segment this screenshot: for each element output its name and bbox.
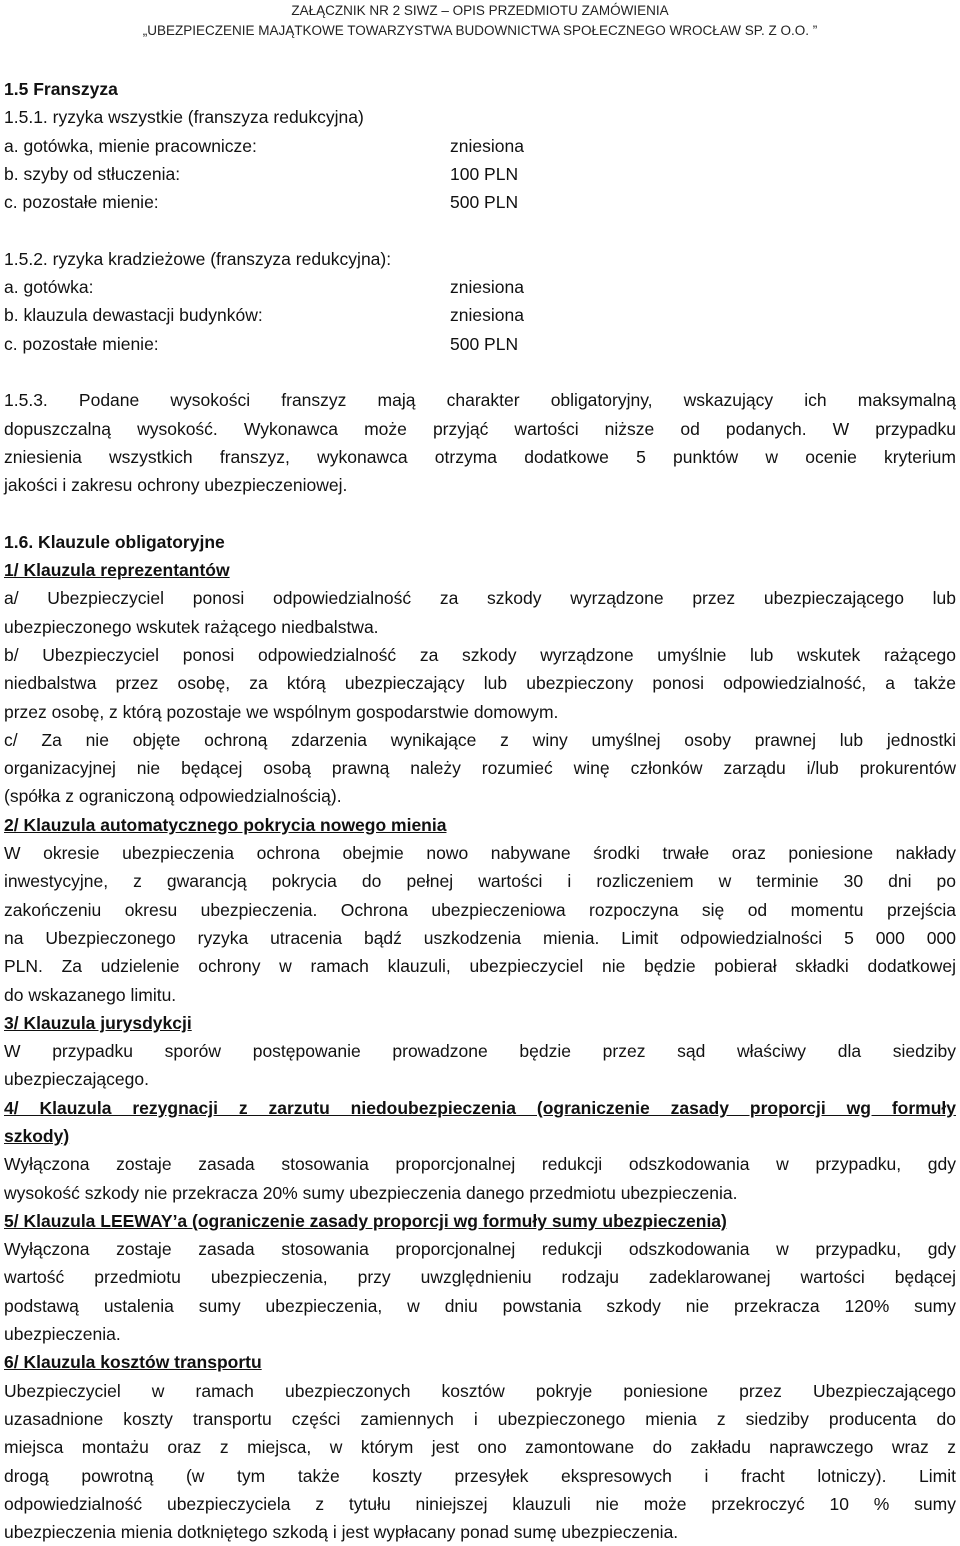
paragraph-line: W okresie ubezpieczenia ochrona obejmie nowo nabywane środki trwałe oraz poniesione nakłady — [4, 843, 956, 864]
paragraph-line: a/ Ubezpieczyciel ponosi odpowiedzialność za szkody wyrządzone przez ubezpieczającego lub — [4, 588, 956, 609]
franchise-label: b. klauzula dewastacji budynków: — [4, 305, 263, 326]
section-1-5-title: 1.5 Franszyza — [4, 79, 118, 99]
paragraph-line: 1.5.3. Podane wysokości franszyz mają charakter obligatoryjny, wskazujący ich maksymalną — [4, 390, 956, 411]
section-1-5-1-title: 1.5.1. ryzyka wszystkie (franszyza redukcyjna) — [4, 107, 364, 128]
spacer — [4, 216, 956, 244]
paragraph-line: odpowiedzialność ubezpieczyciela z tytułu niniejszej klauzuli nie może przekroczyć 10 % sumy — [4, 1493, 956, 1514]
clause-4-title: 4/ Klauzula rezygnacji z zarzutu niedoubezpieczenia (ograniczenie zasady proporcji wg formuły — [4, 1097, 956, 1118]
franchise-row — [4, 330, 956, 358]
paragraph-line: PLN. Za udzielenie ochrony w ramach klauzuli, ubezpieczyciel nie będzie pobierał składki dodatkowej — [4, 956, 956, 977]
paragraph-line: jakości i zakresu ochrony ubezpieczeniowej. — [4, 475, 348, 496]
franchise-row — [4, 273, 956, 301]
paragraph-line: zakończeniu okresu ubezpieczenia. Ochrona ubezpieczeniowa rozpoczyna się od momentu przejścia — [4, 899, 956, 920]
paragraph-line: ubezpieczającego. — [4, 1069, 149, 1090]
paragraph-line: b/ Ubezpieczyciel ponosi odpowiedzialność za szkody wyrządzone umyślnie lub wskutek rażącego — [4, 644, 956, 665]
paragraph-line: inwestycyjne, z gwarancją pokrycia do pełnej wartości i rozliczeniem w terminie 30 dni po — [4, 871, 956, 892]
spacer — [4, 358, 956, 386]
paragraph-line: (spółka z ograniczoną odpowiedzialnością). — [4, 786, 342, 807]
document-header — [0, 0, 960, 41]
franchise-label: c. pozostałe mienie: — [4, 333, 159, 354]
franchise-label: c. pozostałe mienie: — [4, 192, 159, 213]
header-line-2: „UBEZPIECZENIE MAJĄTKOWE TOWARZYSTWA BUDOWNICTWA SPOŁECZNEGO WROCŁAW SP. Z O.O. ” — [142, 23, 818, 38]
franchise-label: a. gotówka: — [4, 277, 94, 298]
paragraph-line: wartość przedmiotu ubezpieczenia, przy uwzględnieniu rodzaju zadeklarowanej wartości będącej — [4, 1267, 956, 1288]
paragraph-line: niedbalstwa przez osobę, za którą ubezpieczający lub ubezpieczony ponosi odpowiedzialność, a także — [4, 673, 956, 694]
clause-1-title: 1/ Klauzula reprezentantów — [4, 560, 230, 581]
franchise-row — [4, 301, 956, 329]
franchise-value: zniesiona — [450, 277, 524, 298]
paragraph-line: podstawą ustalenia sumy ubezpieczenia, w dniu powstania szkody nie przekracza 120% sumy — [4, 1295, 956, 1316]
clause-6-title: 6/ Klauzula kosztów transportu — [4, 1352, 262, 1373]
paragraph-line: c/ Za nie objęte ochroną zdarzenia wynikające z winy umyślnej osoby prawnej lub jednostki — [4, 729, 956, 750]
clause-5-title: 5/ Klauzula LEEWAY’a (ograniczenie zasady proporcji wg formuły sumy ubezpieczenia) — [4, 1210, 727, 1231]
franchise-label: a. gotówka, mienie pracownicze: — [4, 135, 257, 156]
paragraph-line: ubezpieczenia mienia dotkniętego szkodą i jest wypłacany ponad sumę ubezpieczenia. — [4, 1522, 679, 1543]
franchise-value: 500 PLN — [450, 192, 519, 213]
paragraph-line: na Ubezpieczonego ryzyka utracenia bądź uszkodzenia mienia. Limit odpowiedzialności 5 000 000 — [4, 927, 956, 948]
franchise-value: 100 PLN — [450, 163, 519, 184]
clause-3-title: 3/ Klauzula jurysdykcji — [4, 1012, 192, 1033]
paragraph-line: przez osobę, z którą pozostaje we wspólnym gospodarstwie domowym. — [4, 701, 559, 722]
section-1-6-title: 1.6. Klauzule obligatoryjne — [4, 531, 225, 552]
header-line-1: ZAŁĄCZNIK NR 2 SIWZ – OPIS PRZEDMIOTU ZAMÓWIENIA — [291, 3, 669, 18]
paragraph-line: organizacyjnej nie będącej osobą prawną należy rozumieć winę członków zarządu i/lub prokurentów — [4, 758, 956, 779]
paragraph-line: Wyłączona zostaje zasada stosowania proporcjonalnej redukcji odszkodowania w przypadku, gdy — [4, 1239, 956, 1260]
paragraph-line: Ubezpieczyciel w ramach ubezpieczonych kosztów pokryje poniesione przez Ubezpieczającego — [4, 1380, 956, 1401]
paragraph-line: ubezpieczonego wskutek rażącego niedbalstwa. — [4, 616, 379, 637]
clause-2-title: 2/ Klauzula automatycznego pokrycia nowego mienia — [4, 814, 447, 835]
paragraph-line: W przypadku sporów postępowanie prowadzone będzie przez sąd właściwy dla siedziby — [4, 1041, 956, 1062]
franchise-value: zniesiona — [450, 135, 524, 156]
franchise-row — [4, 160, 956, 188]
paragraph-line: wysokość szkody nie przekracza 20% sumy ubezpieczenia danego przedmiotu ubezpieczenia. — [4, 1182, 738, 1203]
paragraph-line: ubezpieczenia. — [4, 1324, 121, 1345]
franchise-value: 500 PLN — [450, 333, 519, 354]
section-1-5-2-title: 1.5.2. ryzyka kradzieżowe (franszyza redukcyjna): — [4, 248, 392, 269]
paragraph-line: uzasadnione koszty transportu części zamiennych i ubezpieczonego mienia z siedziby producenta do — [4, 1408, 956, 1429]
paragraph-line: do wskazanego limitu. — [4, 984, 177, 1005]
paragraph-line: dopuszczalną wysokość. Wykonawca może przyjąć wartości niższe od podanych. W przypadku — [4, 418, 956, 439]
paragraph-line: miejsca montażu oraz z miejsca, w którym jest ono zamontowane do zakładu naprawczego wraz z — [4, 1437, 956, 1458]
clause-4-title-continued: szkody) — [4, 1125, 70, 1146]
franchise-label: b. szyby od stłuczenia: — [4, 163, 181, 184]
paragraph-line: drogą powrotną (w tym także koszty przesyłek ekspresowych i fracht lotniczy). Limit — [4, 1465, 956, 1486]
franchise-value: zniesiona — [450, 305, 524, 326]
paragraph-line: zniesienia wszystkich franszyz, wykonawca otrzyma dodatkowe 5 punktów w ocenie kryterium — [4, 446, 956, 467]
document-body — [4, 75, 956, 1546]
paragraph-line: Wyłączona zostaje zasada stosowania proporcjonalnej redukcji odszkodowania w przypadku, gdy — [4, 1154, 956, 1175]
franchise-row — [4, 132, 956, 160]
spacer — [4, 499, 956, 527]
franchise-row — [4, 188, 956, 216]
